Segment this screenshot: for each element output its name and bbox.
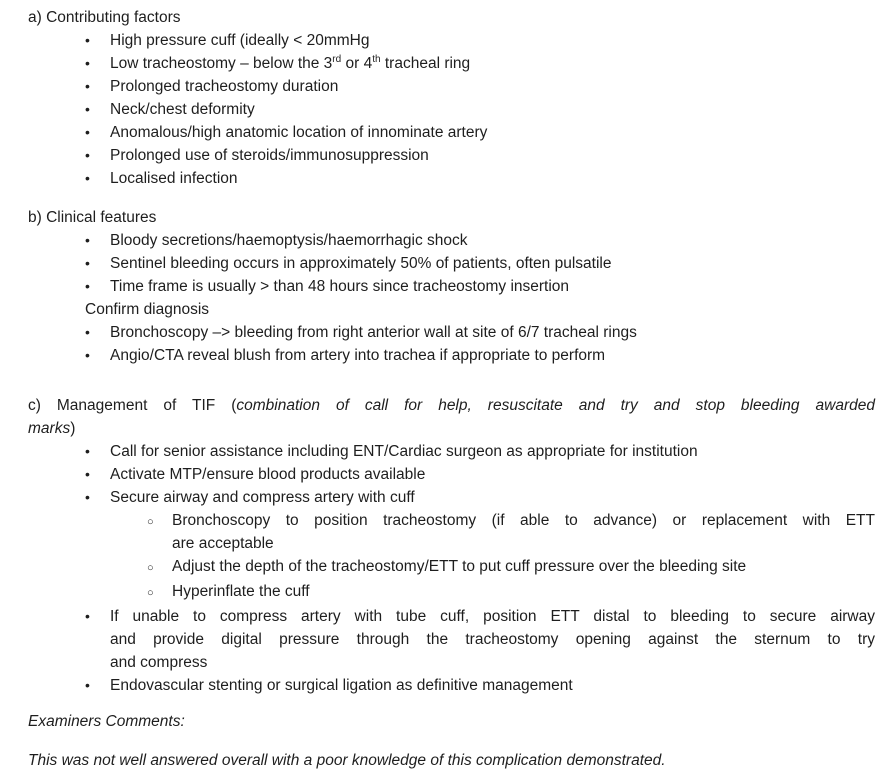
section-c-heading-line-1 bbox=[28, 394, 875, 417]
sub-list-item-text: Adjust the depth of the tracheostomy/ETT to put cuff pressure over the bleeding site bbox=[172, 558, 747, 575]
list-item bbox=[28, 98, 875, 121]
bullet-icon: • bbox=[85, 255, 90, 271]
list-item-text: Angio/CTA reveal blush from artery into trachea if appropriate to perform bbox=[110, 347, 606, 364]
italic-text-run: combination of call for help, resuscitate and try and stop bleeding awarded bbox=[236, 397, 875, 414]
wrapped-line: and compress bbox=[110, 654, 208, 671]
list-item bbox=[28, 275, 875, 298]
list-item-text: Call for senior assistance including ENT/Cardiac surgeon as appropriate for institution bbox=[110, 443, 698, 460]
bullet-icon: • bbox=[85, 278, 90, 294]
superscript: rd bbox=[332, 53, 342, 65]
list-item-text: Neck/chest deformity bbox=[110, 101, 255, 118]
sub-list-item-text: Hyperinflate the cuff bbox=[172, 583, 310, 600]
list-item-text: Time frame is usually > than 48 hours since tracheostomy insertion bbox=[110, 278, 570, 295]
list-item-text: Secure airway and compress artery with cuff bbox=[110, 489, 415, 506]
section-a-heading: a) Contributing factors bbox=[28, 9, 181, 26]
list-item bbox=[28, 674, 875, 697]
section-c-heading-line-2 bbox=[28, 417, 875, 440]
sub-list-item bbox=[28, 555, 875, 580]
bullet-icon: • bbox=[85, 466, 90, 482]
text-run: or 4 bbox=[341, 55, 373, 72]
circle-bullet-icon: ○ bbox=[147, 587, 154, 599]
wrapped-line: Bronchoscopy to position tracheostomy (if able to advance) or replacement with ETT bbox=[172, 512, 875, 529]
section-clinical-features bbox=[28, 206, 875, 367]
bullet-icon: • bbox=[85, 489, 90, 505]
bullet-icon: • bbox=[85, 124, 90, 140]
bullet-icon: • bbox=[85, 170, 90, 186]
section-contributing-factors bbox=[28, 6, 875, 190]
list-item bbox=[28, 75, 875, 98]
list-item-text bbox=[110, 605, 875, 674]
list-item-text: High pressure cuff (ideally < 20mmHg bbox=[110, 32, 370, 49]
bullet-icon: • bbox=[85, 78, 90, 94]
italic-text-run: marks bbox=[28, 420, 71, 437]
bullet-icon: • bbox=[85, 677, 90, 693]
bullet-icon: • bbox=[85, 32, 90, 48]
list-item bbox=[28, 463, 875, 486]
list-item bbox=[28, 440, 875, 463]
list-item bbox=[28, 121, 875, 144]
list-item-text: Endovascular stenting or surgical ligation as definitive management bbox=[110, 677, 573, 694]
list-item-text: Bronchoscopy –> bleeding from right anterior wall at site of 6/7 tracheal rings bbox=[110, 324, 637, 341]
bullet-icon: • bbox=[85, 101, 90, 117]
circle-bullet-icon: ○ bbox=[147, 516, 154, 528]
bullet-icon: • bbox=[85, 55, 90, 71]
superscript: th bbox=[372, 53, 381, 65]
sub-list-item bbox=[28, 509, 875, 555]
circle-bullet-icon: ○ bbox=[147, 562, 154, 574]
confirm-diagnosis-subheading: Confirm diagnosis bbox=[85, 301, 210, 318]
examiners-comments-text: This was not well answered overall with a poor knowledge of this complication demonstrated. bbox=[28, 752, 666, 769]
sub-list-item-text bbox=[172, 509, 875, 555]
list-item-text bbox=[110, 52, 875, 75]
section-b-heading: b) Clinical features bbox=[28, 209, 157, 226]
section-management-of-tif bbox=[28, 394, 875, 697]
bullet-icon: • bbox=[85, 347, 90, 363]
bullet-icon: • bbox=[85, 608, 90, 624]
examiners-comments-label: Examiners Comments: bbox=[28, 713, 185, 730]
bullet-icon: • bbox=[85, 443, 90, 459]
list-item-text: Sentinel bleeding occurs in approximately 50% of patients, often pulsatile bbox=[110, 255, 612, 272]
text-run: ) bbox=[70, 420, 76, 437]
list-item bbox=[28, 344, 875, 367]
list-item-text: Activate MTP/ensure blood products available bbox=[110, 466, 426, 483]
bullet-icon: • bbox=[85, 324, 90, 340]
text-run: c) Management of TIF ( bbox=[28, 397, 237, 414]
sub-list-item bbox=[28, 580, 875, 605]
list-item bbox=[28, 144, 875, 167]
text-run: Low tracheostomy – below the 3 bbox=[110, 55, 333, 72]
bullet-icon: • bbox=[85, 232, 90, 248]
list-item-text: Anomalous/high anatomic location of innominate artery bbox=[110, 124, 488, 141]
list-item-text: Prolonged tracheostomy duration bbox=[110, 78, 339, 95]
list-item bbox=[28, 52, 875, 75]
list-item bbox=[28, 252, 875, 275]
wrapped-line: are acceptable bbox=[172, 535, 274, 552]
list-item bbox=[28, 167, 875, 190]
list-item-text: Prolonged use of steroids/immunosuppression bbox=[110, 147, 429, 164]
wrapped-line: If unable to compress artery with tube cuff, position ETT distal to bleeding to secure airway bbox=[110, 608, 875, 625]
list-item bbox=[28, 486, 875, 509]
list-item-text: Localised infection bbox=[110, 170, 238, 187]
list-item bbox=[28, 605, 875, 674]
list-item bbox=[28, 321, 875, 344]
list-item-text: Bloody secretions/haemoptysis/haemorrhagic shock bbox=[110, 232, 468, 249]
list-item bbox=[28, 229, 875, 252]
wrapped-line: and provide digital pressure through the tracheostomy opening against the sternum to try bbox=[110, 631, 875, 648]
bullet-icon: • bbox=[85, 147, 90, 163]
list-item bbox=[28, 29, 875, 52]
text-run: tracheal ring bbox=[380, 55, 471, 72]
